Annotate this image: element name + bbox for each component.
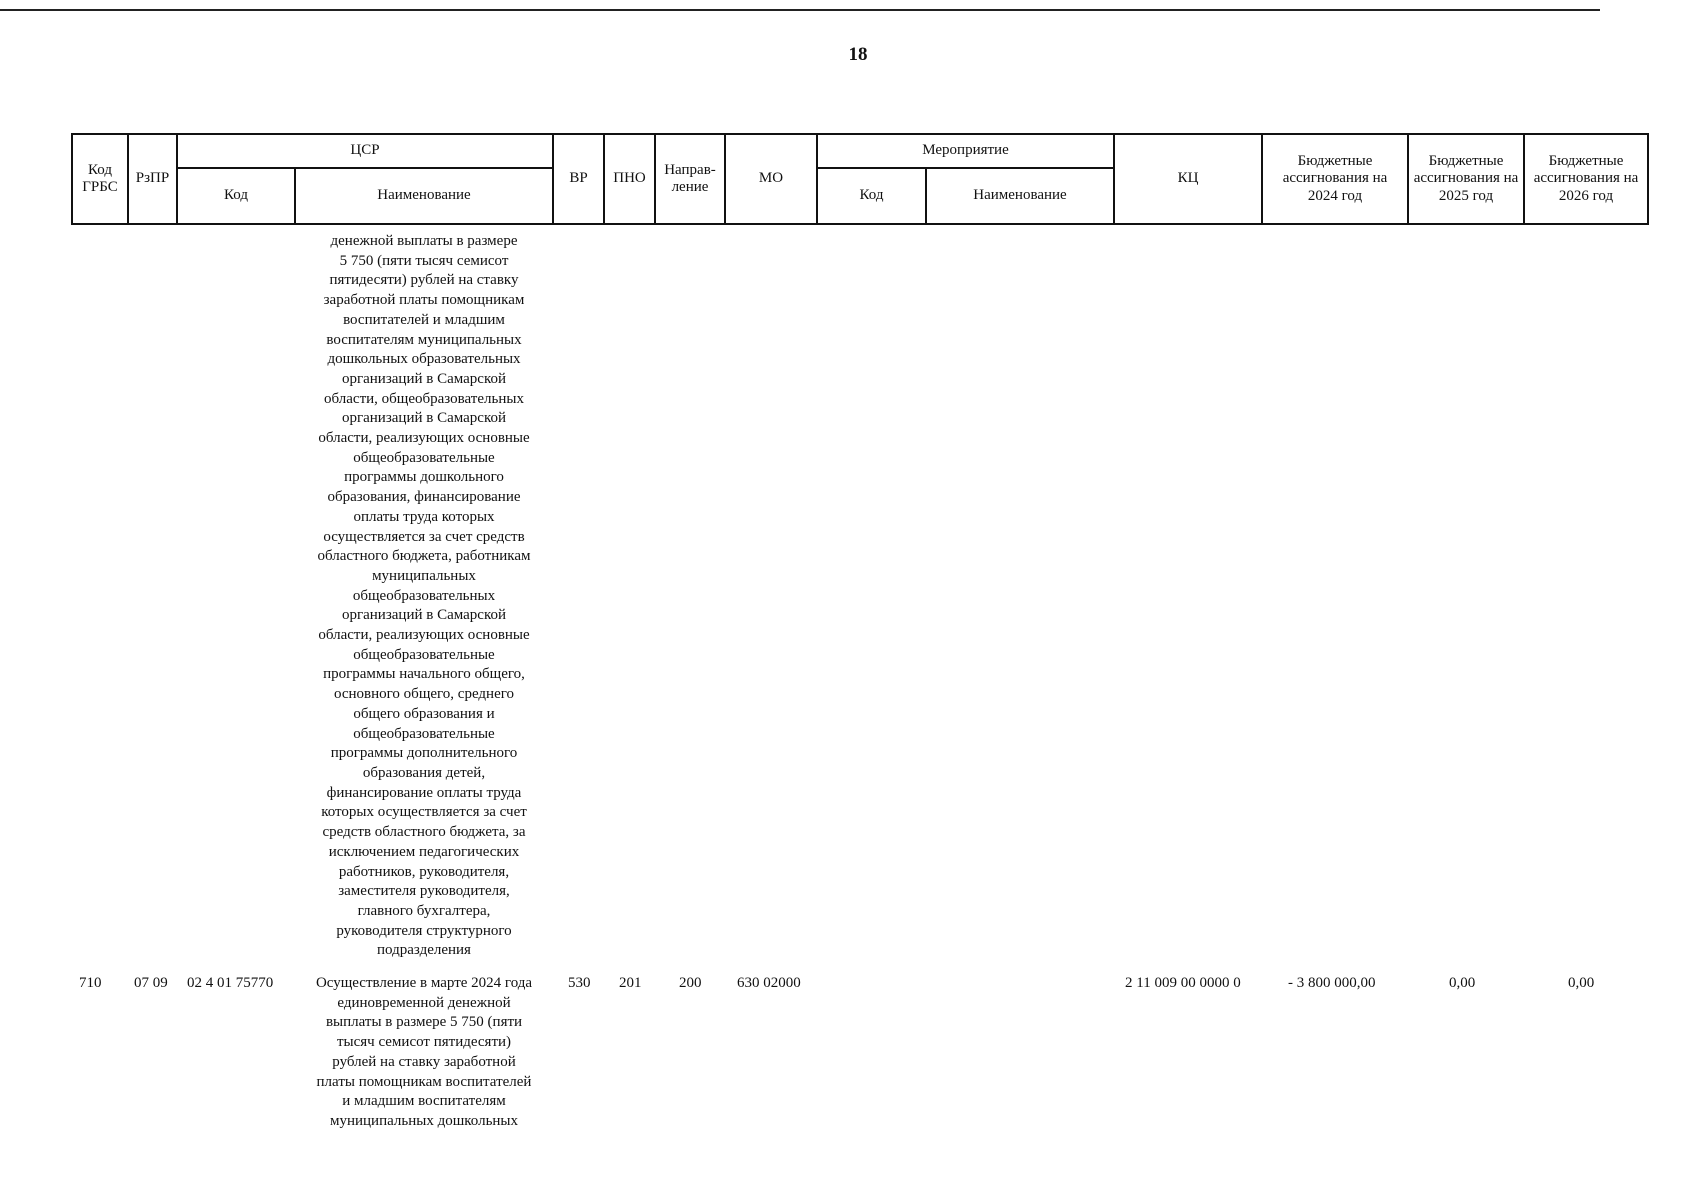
name-line: дошкольных образовательных bbox=[327, 351, 521, 368]
name-line: областного бюджета, работникам bbox=[317, 548, 531, 565]
name-line: оплаты труда которых bbox=[353, 508, 495, 525]
header-vr: ВР bbox=[553, 134, 604, 224]
name-line: общеобразовательные bbox=[353, 646, 495, 663]
header-napravlenie: Направ- ление bbox=[655, 134, 725, 224]
name-line: осуществляется за счет средств bbox=[323, 528, 525, 545]
name-line: организаций в Самарской bbox=[341, 370, 507, 387]
header-budget-2026: Бюджетные ассигнования на 2026 год bbox=[1524, 134, 1648, 224]
name-line: финансирование оплаты труда bbox=[326, 784, 522, 801]
header-csr: ЦСР bbox=[177, 134, 553, 168]
budget-table-header bbox=[71, 133, 1649, 225]
name-line: образования, финансирование bbox=[327, 489, 521, 506]
name-line: тысяч семисот пятидесяти) bbox=[336, 1034, 512, 1051]
name-line: исключением педагогических bbox=[328, 843, 520, 860]
name-line: единовременной денежной bbox=[337, 994, 511, 1011]
name-line: воспитателей и младшим bbox=[343, 311, 505, 328]
name-line: программы начального общего, bbox=[323, 666, 525, 683]
row-1-csr-kod: 02 4 01 75770 bbox=[187, 975, 274, 991]
header-budget-2025: Бюджетные ассигнования на 2025 год bbox=[1408, 134, 1524, 224]
name-line: руководителя структурного bbox=[336, 922, 512, 939]
row-1-mo: 630 02000 bbox=[737, 975, 801, 991]
name-line: которых осуществляется за счет bbox=[321, 804, 527, 821]
header-csr-name: Наименование bbox=[295, 168, 553, 224]
name-line: воспитателям муниципальных bbox=[326, 331, 522, 348]
name-line: организаций в Самарской bbox=[341, 607, 507, 624]
header-rzpr: РзПР bbox=[128, 134, 177, 224]
header-budget-2024: Бюджетные ассигнования на 2024 год bbox=[1262, 134, 1408, 224]
name-line: программы дополнительного bbox=[330, 745, 518, 762]
header-pno: ПНО bbox=[604, 134, 655, 224]
header-meropr-kod: Код bbox=[817, 168, 926, 224]
name-line: и младшим воспитателям bbox=[342, 1093, 506, 1110]
row-1-kc: 2 11 009 00 0000 0 bbox=[1125, 975, 1241, 991]
name-line: области, общеобразовательных bbox=[324, 390, 524, 407]
header-mo: МО bbox=[725, 134, 817, 224]
name-line: подразделения bbox=[377, 942, 471, 959]
name-line: денежной выплаты в размере bbox=[330, 233, 518, 249]
page-number: 18 bbox=[848, 44, 868, 65]
row-1-name bbox=[299, 974, 549, 1132]
row-1-budget-2025: 0,00 bbox=[1449, 975, 1476, 991]
name-line: пятидесяти) рублей на ставку bbox=[329, 272, 519, 289]
name-line: муниципальных bbox=[372, 567, 476, 584]
row-1-kod-grbs: 710 bbox=[79, 975, 102, 991]
name-line: области, реализующих основные bbox=[318, 430, 530, 447]
name-line: организаций в Самарской bbox=[341, 410, 507, 427]
row-1-vr: 530 bbox=[568, 975, 591, 991]
name-line: заработной платы помощникам bbox=[323, 292, 525, 309]
name-line: заместителя руководителя, bbox=[338, 883, 510, 900]
name-line: рублей на ставку заработной bbox=[332, 1053, 516, 1070]
row-1-rzpr: 07 09 bbox=[134, 975, 168, 991]
header-kod-grbs: Код ГРБС bbox=[72, 134, 128, 224]
name-line: образования детей, bbox=[362, 764, 486, 781]
header-meropriyatie: Мероприятие bbox=[817, 134, 1114, 168]
top-rule bbox=[0, 9, 1600, 11]
row-0-name bbox=[299, 232, 549, 961]
name-line: программы дошкольного bbox=[344, 469, 504, 486]
name-line: общего образования и bbox=[353, 705, 495, 722]
header-meropr-name: Наименование bbox=[926, 168, 1114, 224]
row-1-pno: 201 bbox=[619, 975, 642, 991]
name-line: общеобразовательных bbox=[352, 587, 496, 604]
name-line: главного бухгалтера, bbox=[357, 902, 491, 919]
name-line: Осуществление в марте 2024 года bbox=[315, 975, 533, 991]
name-line: основного общего, среднего bbox=[333, 686, 515, 703]
name-line: области, реализующих основные bbox=[318, 627, 530, 644]
row-1-napravlenie: 200 bbox=[679, 975, 702, 991]
header-csr-kod: Код bbox=[177, 168, 295, 224]
header-kc: КЦ bbox=[1114, 134, 1262, 224]
name-line: общеобразовательные bbox=[353, 725, 495, 742]
name-line: муниципальных дошкольных bbox=[329, 1112, 519, 1129]
name-line: средств областного бюджета, за bbox=[322, 824, 526, 841]
name-line: выплаты в размере 5 750 (пяти bbox=[325, 1014, 523, 1031]
row-1-budget-2024: - 3 800 000,00 bbox=[1288, 975, 1376, 991]
name-line: 5 750 (пяти тысяч семисот bbox=[339, 252, 509, 269]
name-line: общеобразовательные bbox=[353, 449, 495, 466]
row-1-budget-2026: 0,00 bbox=[1568, 975, 1595, 991]
name-line: платы помощникам воспитателей bbox=[316, 1073, 532, 1090]
name-line: работников, руководителя, bbox=[338, 863, 510, 880]
